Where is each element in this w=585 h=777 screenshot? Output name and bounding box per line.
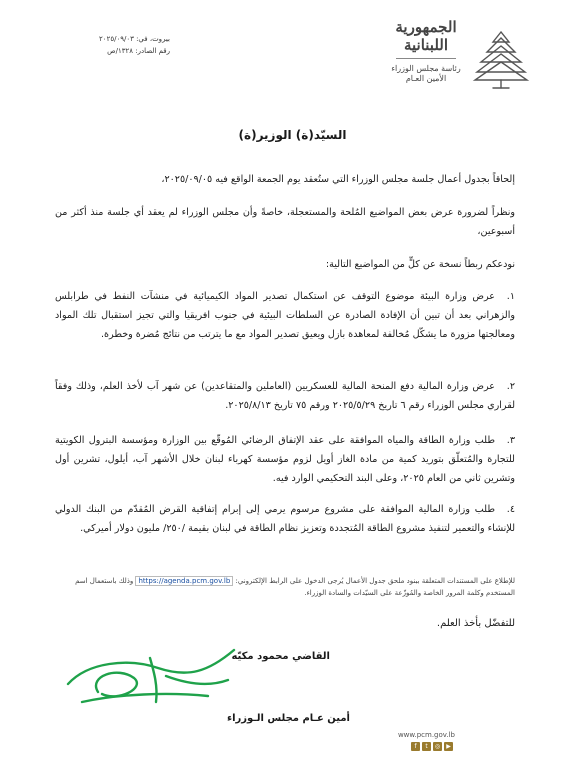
date-reference-block <box>80 34 170 58</box>
item-number: ١. <box>506 291 515 302</box>
youtube-icon[interactable]: ▶ <box>444 742 453 751</box>
agenda-item-2 <box>55 377 515 415</box>
republic-header <box>385 20 467 83</box>
item-text: عرض وزارة المالية دفع المنحة المالية للعسكريين (العاملين والمتقاعدين) عن شهر آب لأخذ العلم، وذلك وفقاً لقراري مجلس الوزراء رقم ٦ تاريخ ٢٠٢٥/٥/٢٩ ورقم ٧٥ تاريخ ٢٠٢٥/٨/١٣. <box>55 381 515 411</box>
item-text: طلب وزارة الطاقة والمياه الموافقة على عقد الإتفاق الرضائي المُوقّع بين الوزارة ومؤسسة البترول الكويتية للتجارة والمُتعلّق بتوريد كمية من مادة الغاز أويل لزوم مؤسسة كهرباء لبنان خلال الأشهر آب، أيلول، تشرين أول وتشرين ثاني من العام ٢٠٢٥، وعلى البند التحكيمي الوارد فيه. <box>55 435 515 484</box>
letter-date: بيروت، في: ٢٠٢٥/٠٩/٠٣ <box>99 35 170 43</box>
republic-line-2: اللبنانية <box>403 35 449 54</box>
footer-url[interactable]: www.pcm.gov.lb <box>397 731 455 739</box>
cedar-emblem-icon <box>471 26 531 92</box>
footnote-before: للإطلاع على المستندات المتعلقة ببنود ملحق جدول الأعمال يُرجى الدخول على الرابط الإلكتروني: <box>235 577 515 585</box>
signature-icon <box>58 632 248 716</box>
item-number: ٢. <box>506 381 515 392</box>
item-number: ٤. <box>506 504 515 515</box>
item-text: عرض وزارة البيئة موضوع التوقف عن استكمال تصدير المواد الكيميائية في منشآت النفط في طرابلس والزهراني بعد أن تبين أن الإفادة الصادرة عن السلطات البيئية في جنوب افريقيا والتي تجيز استقبال تلك المواد ومعالجتها مزورة ما يشكّل مُخالفة لمعاهدة بازل ويعيق تصدير المواد مع ما يترتب من نتائج مُضرة وخطرة. <box>55 291 515 340</box>
agenda-item-4 <box>55 500 515 538</box>
footnote-after: وذلك باستعمال اسم المستخدم وكلمة المرور الخاصة والمُوزّعة على السيّدات والسادة الوزراء. <box>75 577 515 597</box>
letter-reference: رقم الصادر: ١٣٢٨/ص <box>107 46 170 55</box>
signatory-title: أمين عـام مجلس الـوزراء <box>226 713 350 724</box>
item-number: ٣. <box>506 435 515 446</box>
urgency-paragraph: ونظراً لضرورة عرض بعض المواضيع المُلحة والمستعجلة، خاصةً وأن مجلس الوزراء لم يعقد أي جلسة منذ أكثر من أسبوعين، <box>55 207 515 237</box>
facebook-icon[interactable]: f <box>411 742 420 751</box>
twitter-icon[interactable]: t <box>422 742 431 751</box>
republic-line-1: الجمهورية <box>395 18 457 36</box>
intro-paragraph: إلحاقاً بجدول أعمال جلسة مجلس الوزراء التي ستُعقد يوم الجمعة الواقع فيه ٢٠٢٥/٠٩/٠٥، <box>161 174 515 185</box>
secretary-label: الأمين العـام <box>405 73 447 83</box>
signatory-name: القاضي محمود مكيّه <box>231 651 330 662</box>
header-divider <box>396 58 456 59</box>
agenda-link[interactable]: https://agenda.pcm.gov.lb <box>135 576 233 586</box>
attachments-paragraph: نودعكم ربطاً نسخة عن كلٍّ من المواضيع التالية: <box>325 259 515 270</box>
item-text: طلب وزارة المالية الموافقة على مشروع مرسوم يرمي إلى إبرام إتفاقية القرض المُقدّم من البنك الدولي للإنشاء والتعمير لتنفيذ مشروع الطاقة المُتجددة وتعزيز نظام الطاقة في لبنان بقيمة /٢٥٠/ مليون دولار أميركي. <box>55 504 515 534</box>
instagram-icon[interactable]: ◎ <box>434 743 441 750</box>
social-icons <box>411 742 453 751</box>
agenda-item-1 <box>55 287 515 344</box>
presidency-label: رئاسة مجلس الوزراء <box>391 63 461 73</box>
agenda-item-3 <box>55 431 515 488</box>
closing-line: للتفضّل بأخذ العلم. <box>436 618 515 629</box>
footnote <box>55 575 515 599</box>
letter-title: السيّد(ة) الوزير(ة) <box>238 128 347 142</box>
